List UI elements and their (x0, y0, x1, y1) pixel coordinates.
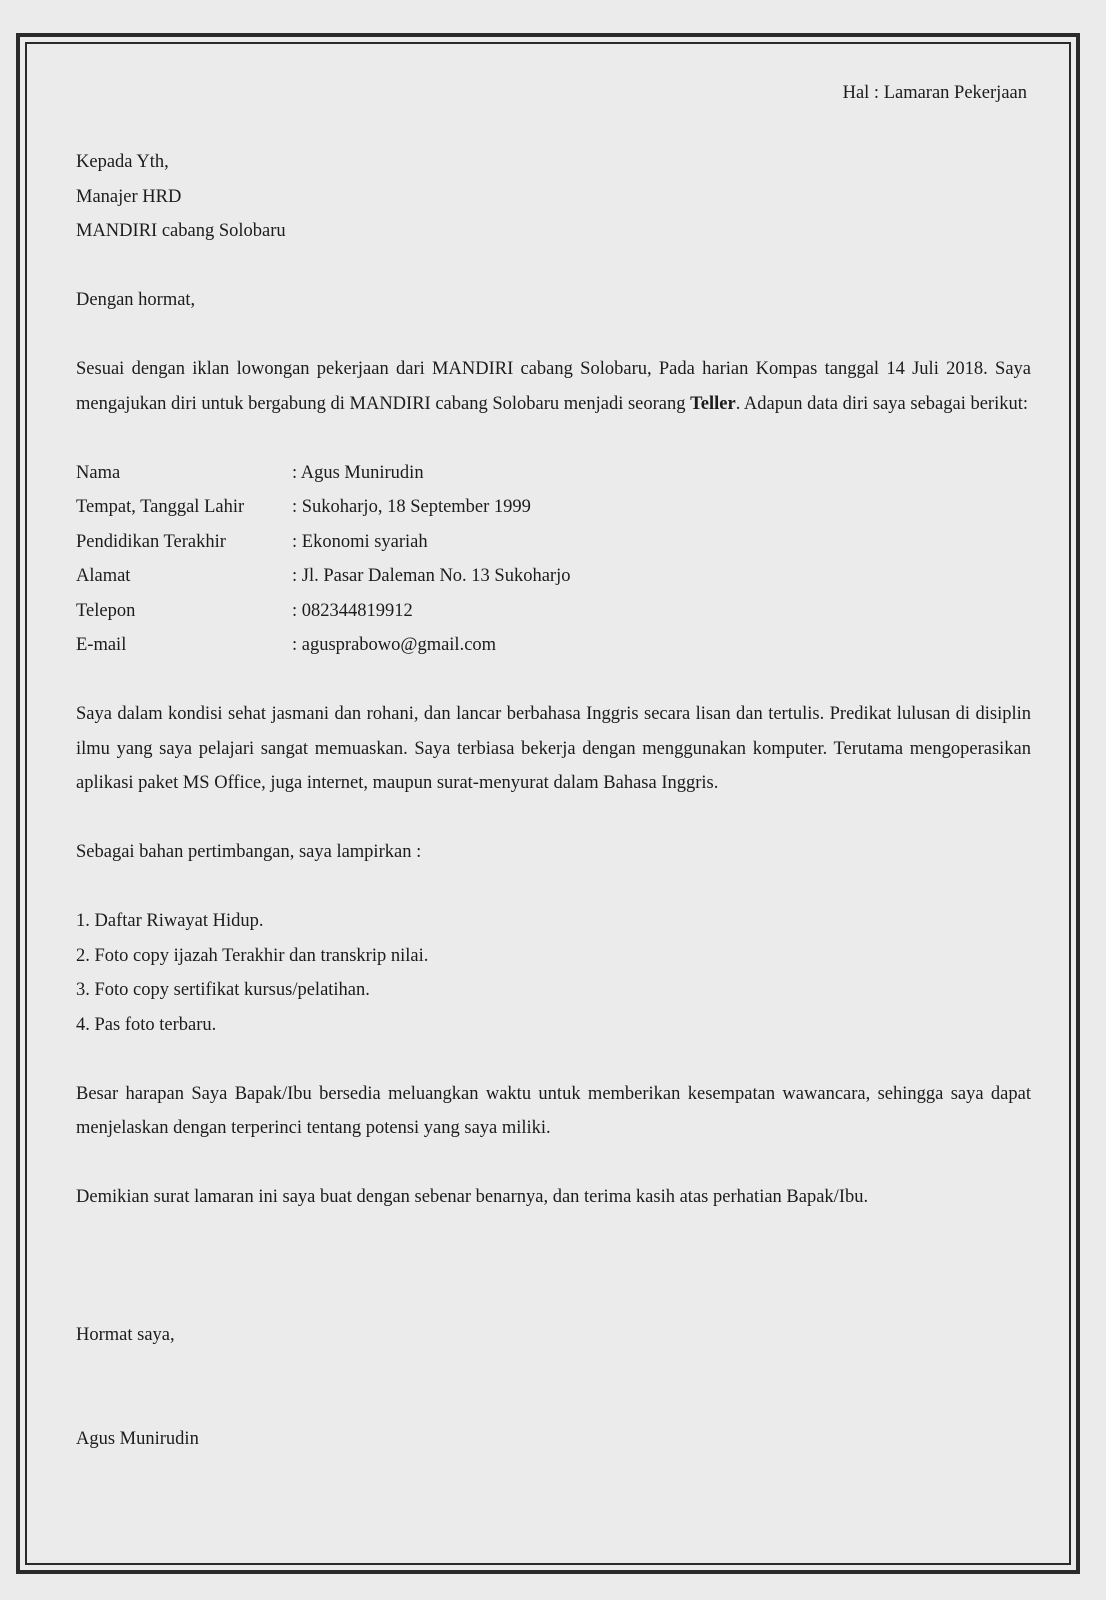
applied-position: Teller (690, 393, 736, 414)
attachments-intro: Sebagai bahan pertimbangan, saya lampirkan : (76, 842, 422, 862)
letter-body (76, 76, 1031, 1456)
data-row-name (76, 456, 1031, 491)
hope-paragraph: Besar harapan Saya Bapak/Ibu bersedia meluangkan waktu untuk memberikan kesempatan wawancara, sehingga saya dapat menjelaskan dengan terperinci tentang potensi yang saya miliki. (76, 1083, 1031, 1138)
data-label: Nama (76, 462, 121, 483)
data-value: : Agus Munirudin (292, 462, 424, 483)
attachments-list (76, 904, 1031, 1042)
intro-text-2: . Adapun data diri saya sebagai berikut: (735, 393, 1029, 414)
data-row-phone (76, 594, 1031, 629)
data-label: E-mail (76, 635, 127, 655)
data-label: Tempat, Tanggal Lahir (76, 497, 245, 517)
recipient-line-2: Manajer HRD (76, 186, 182, 207)
data-value: : Jl. Pasar Daleman No. 13 Sukoharjo (292, 566, 571, 586)
closing-statement: Demikian surat lamaran ini saya buat dengan sebenar benarnya, dan terima kasih atas perhatian Bapak/Ibu. (76, 1187, 869, 1207)
data-value: : Sukoharjo, 18 September 1999 (292, 497, 531, 517)
personal-data-table (76, 456, 1031, 663)
recipient-block (76, 145, 1031, 249)
data-value: : Ekonomi syariah (292, 531, 428, 552)
data-value: : agusprabowo@gmail.com (292, 635, 497, 655)
list-item: 4. Pas foto terbaru. (76, 1014, 217, 1035)
greeting: Dengan hormat, (76, 290, 196, 310)
sign-off: Hormat saya, (76, 1325, 175, 1345)
qualification-paragraph: Saya dalam kondisi sehat jasmani dan rohani, dan lancar berbahasa Inggris secara lisan dan tertulis. Predikat lulusan di disiplin ilmu yang saya pelajari sangat memuaskan. Saya terbiasa bekerja dengan menggunakan komputer. Terutama mengoperasikan aplikasi paket MS Office, juga internet, maupun surat-menyurat dalam Bahasa Inggris. (76, 704, 1031, 793)
data-label: Alamat (76, 566, 131, 586)
data-label: Pendidikan Terakhir (76, 531, 226, 552)
list-item: 3. Foto copy sertifikat kursus/pelatihan. (76, 980, 370, 1000)
intro-paragraph (76, 352, 1031, 421)
data-label: Telepon (76, 600, 136, 621)
data-row-address (76, 559, 1031, 594)
recipient-line-1: Kepada Yth, (76, 152, 169, 172)
intro-text-1: Sesuai dengan iklan lowongan pekerjaan dari MANDIRI cabang Solobaru, Pada harian Kompas tanggal 14 Juli 2018. Saya mengajukan diri untuk bergabung di MANDIRI cabang Solobaru menjadi seorang (76, 359, 1031, 414)
list-item: 2. Foto copy ijazah Terakhir dan transkrip nilai. (76, 945, 429, 966)
data-value: : 082344819912 (292, 600, 413, 621)
list-item: 1. Daftar Riwayat Hidup. (76, 911, 264, 931)
data-row-education (76, 525, 1031, 560)
recipient-line-3: MANDIRI cabang Solobaru (76, 221, 286, 241)
letter-subject: Hal : Lamaran Pekerjaan (842, 83, 1027, 103)
signer-name: Agus Munirudin (76, 1428, 199, 1449)
data-row-birth (76, 490, 1031, 525)
data-row-email (76, 628, 1031, 663)
